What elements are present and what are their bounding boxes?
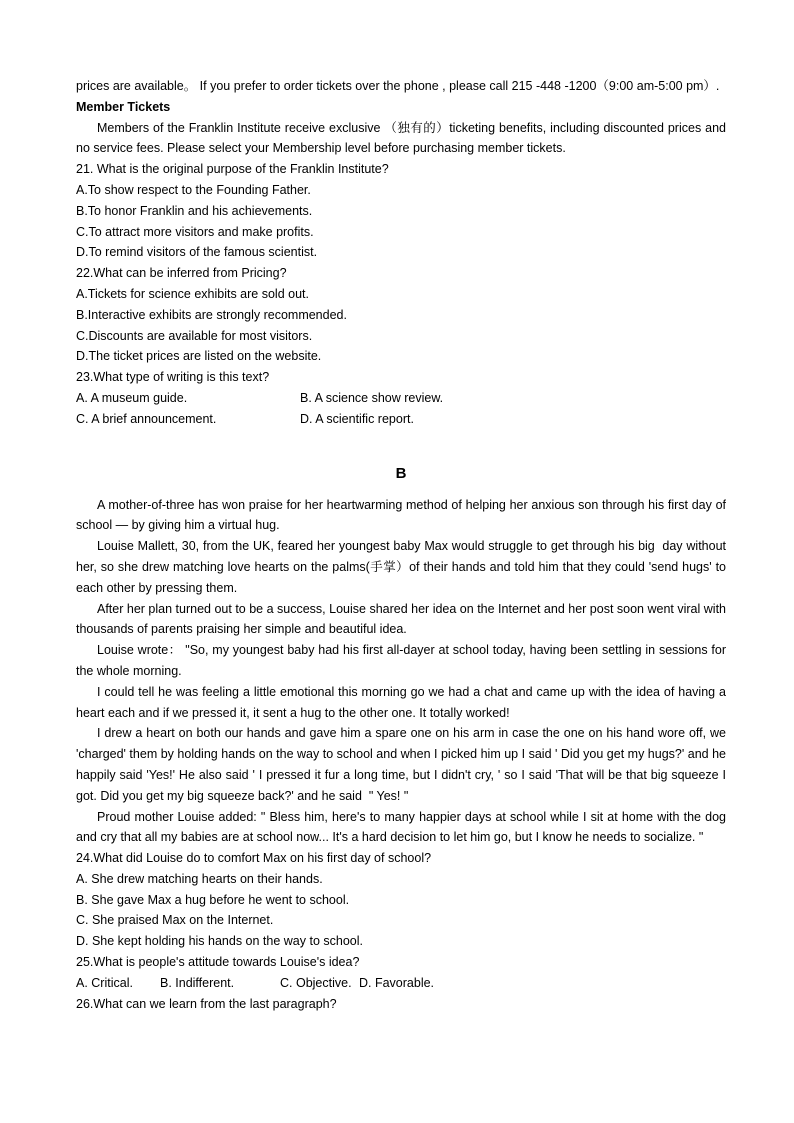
answer-option: B. Indifferent. [160,975,235,990]
question-stem: 25.What is people's attitude towards Louise's idea? [76,955,360,970]
question-23 [76,367,726,429]
answer-option: C.To attract more visitors and make profits. [76,224,314,239]
passage-paragraph: A mother-of-three has won praise for her heartwarming method of helping her anxious son through his first day of school — by giving him a virtual hug. [76,497,730,533]
passage-paragraph: Louise Mallett, 30, from the UK, feared her youngest baby Max would struggle to get through his big day without her, so she drew matching love hearts on the palms(手掌）of their hands and told him that they could 'send hugs' to each other by pressing them. [76,539,730,595]
question-stem: 21. What is the original purpose of the Franklin Institute? [76,162,389,177]
question-stem: 24.What did Louise do to comfort Max on his first day of school? [76,851,432,866]
member-tickets-paragraph: Members of the Franklin Institute receive exclusive （独有的）ticketing benefits, including discounted prices and no service fees. Please select your Membership level before purchasing member tickets. [76,120,730,156]
question-stem: 23.What type of writing is this text? [76,370,270,385]
question-stem: 22.What can be inferred from Pricing? [76,266,287,281]
answer-option: C. Objective. [280,975,352,990]
question-21 [76,159,726,263]
answer-option: D. Favorable. [359,975,435,990]
answer-option: C. A brief announcement. [76,411,217,426]
passage-b [76,495,730,849]
options-row [76,409,726,430]
member-tickets-heading: Member Tickets [76,99,171,114]
answer-option: B.Interactive exhibits are strongly recommended. [76,307,347,322]
answer-option: A.To show respect to the Founding Father. [76,182,311,197]
pricing-paragraph: prices are available。 If you prefer to order tickets over the phone , please call 215 -448 -1200（9:00 am-5:00 pm）. [76,79,720,93]
passage-paragraph: Louise wrote： "So, my youngest baby had his first all-dayer at school today, having been settling in sessions for the whole morning. [76,643,730,678]
answer-option: D.To remind visitors of the famous scientist. [76,245,318,260]
answer-option: A. She drew matching hearts on their hands. [76,871,323,886]
answer-option: A.Tickets for science exhibits are sold out. [76,286,309,301]
answer-option: C.Discounts are available for most visitors. [76,328,313,343]
answer-option: B. A science show review. [300,390,444,405]
options-row [76,973,726,994]
question-22 [76,263,726,367]
answer-option: C. She praised Max on the Internet. [76,913,274,928]
question-24 [76,848,726,952]
document-page [76,76,730,1014]
options-row [76,388,726,409]
answer-option: D. A scientific report. [300,411,414,426]
passage-paragraph: After her plan turned out to be a success, Louise shared her idea on the Internet and her post soon went viral with thousands of parents praising her simple and beautiful idea. [76,601,730,637]
answer-option: A. A museum guide. [76,390,188,405]
passage-paragraph: I drew a heart on both our hands and gave him a spare one on his arm in case the one on his hand wore off, we 'charged' them by holding hands on the way to school and when I picked him up I said ' Did you get my hugs?' and he happily said 'Yes!' He also said ' I pressed it fur a long time, but I didn't cry, ' so I said 'That will be that big squeeze I got. Did you get my big squeeze back?' and he said " Yes! " [76,726,730,803]
answer-option: D.The ticket prices are listed on the website. [76,349,322,364]
question-25 [76,952,726,994]
answer-option: A. Critical. [76,975,133,990]
passage-paragraph: I could tell he was feeling a little emotional this morning go we had a chat and came up with the idea of having a heart each and if we pressed it, it sent a hug to the other one. It totally worked! [76,684,730,720]
answer-option: B. She gave Max a hug before he went to school. [76,892,350,907]
answer-option: B.To honor Franklin and his achievements. [76,203,313,218]
passage-paragraph: Proud mother Louise added: " Bless him, here's to many happier days at school while I sit at home with the dog and cry that all my babies are at school now... It's a hard decision to let him go, but I know he needs to socialize. " [76,809,730,845]
answer-option: D. She kept holding his hands on the way to school. [76,934,363,949]
question-stem: 26.What can we learn from the last paragraph? [76,996,337,1011]
section-b-title: B [395,464,407,482]
question-26 [76,994,726,1015]
